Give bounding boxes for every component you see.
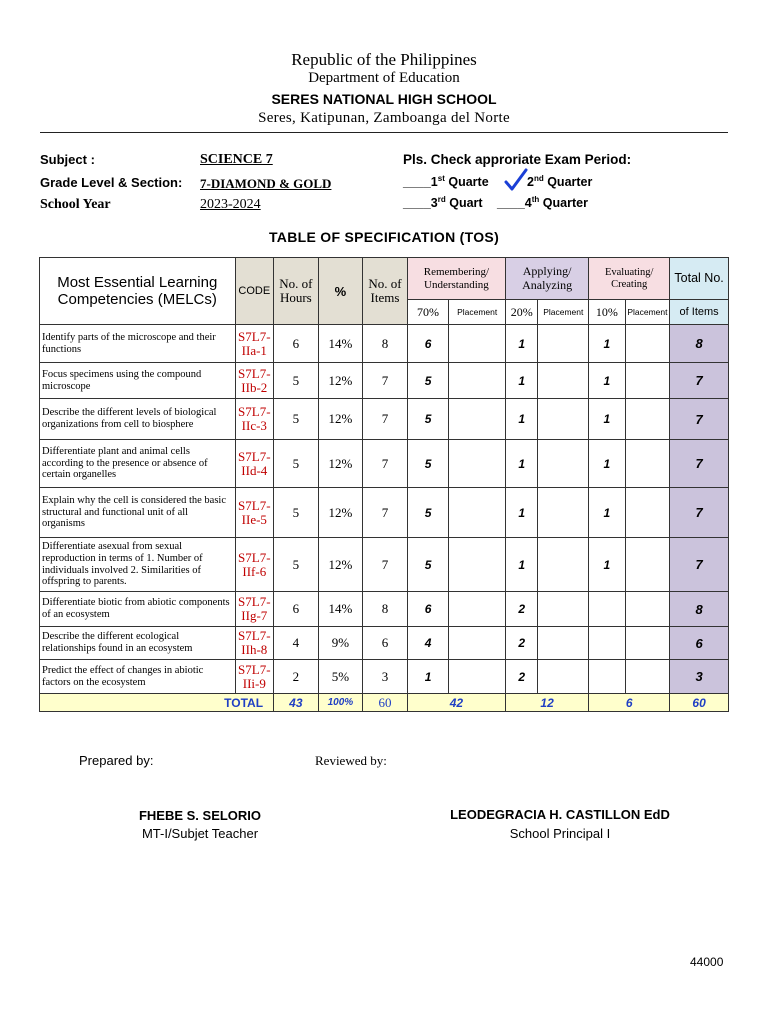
percent-cell: 9% (318, 627, 363, 660)
header-line-1: Republic of the Philippines (291, 50, 477, 69)
header-evaluating: Evaluating/ Creating (589, 258, 670, 300)
melc-cell: Identify parts of the microscope and their functions (40, 325, 236, 363)
hours-cell: 6 (274, 592, 319, 627)
total-cell: 8 (670, 325, 729, 363)
evaluating-placement-cell (625, 488, 670, 538)
remembering-cell: 5 (407, 488, 449, 538)
footer-number: 44000 (690, 955, 724, 969)
header-items: No. of Items (363, 258, 408, 325)
code-cell: S7L7-IIa-1 (235, 325, 274, 363)
applying-placement-cell (538, 363, 589, 399)
applying-placement-cell (538, 627, 589, 660)
quarter-3 (403, 195, 483, 210)
total-total: 60 (670, 694, 729, 712)
header-rem-pct: 70% (407, 300, 449, 325)
melc-cell: Differentiate plant and animal cells according to the presence or absence of certain organelles (40, 440, 236, 488)
applying-placement-cell (538, 660, 589, 694)
evaluating-placement-cell (625, 363, 670, 399)
header-percent: % (318, 258, 363, 325)
applying-placement-cell (538, 440, 589, 488)
evaluating-cell: 1 (589, 538, 625, 592)
grade-label: Grade Level & Section: (40, 175, 183, 190)
remembering-placement-cell (449, 440, 506, 488)
table-row (40, 325, 729, 363)
percent-cell: 5% (318, 660, 363, 694)
melc-cell: Describe the different ecological relationships found in an ecosystem (40, 627, 236, 660)
school-address: Seres, Katipunan, Zamboanga del Norte (258, 110, 510, 126)
quarter-2 (527, 174, 592, 189)
evaluating-placement-cell (625, 399, 670, 440)
prepared-title: MT-I/Subjet Teacher (141, 826, 259, 841)
total-cell: 6 (670, 627, 729, 660)
header-total: Total No. (670, 258, 729, 300)
total-cell: 7 (670, 538, 729, 592)
total-label: TOTAL (40, 694, 274, 712)
table-row (40, 627, 729, 660)
header-hours: No. of Hours (274, 258, 319, 325)
percent-cell: 14% (318, 325, 363, 363)
hours-cell: 5 (274, 488, 319, 538)
remembering-cell: 6 (407, 592, 449, 627)
applying-cell: 1 (506, 488, 538, 538)
applying-cell: 2 (506, 627, 538, 660)
hours-cell: 5 (274, 399, 319, 440)
melc-cell: Differentiate biotic from abiotic components of an ecosystem (40, 592, 236, 627)
applying-placement-cell (538, 488, 589, 538)
reviewed-title: School Principal I (509, 826, 611, 841)
quarter-3-word: Quart (445, 196, 483, 211)
total-evaluating: 6 (589, 694, 670, 712)
tos-title: TABLE OF SPECIFICATION (TOS) (268, 229, 500, 245)
hours-cell: 2 (274, 660, 319, 694)
evaluating-cell (589, 592, 625, 627)
hours-cell: 4 (274, 627, 319, 660)
quarter-2-word: Quarter (543, 175, 593, 190)
table-row (40, 399, 729, 440)
percent-cell: 12% (318, 488, 363, 538)
quarter-4-word: Quarter (539, 196, 588, 211)
evaluating-placement-cell (625, 440, 670, 488)
code-cell: S7L7-IIe-5 (235, 488, 274, 538)
code-cell: S7L7-IId-4 (235, 440, 274, 488)
quarter-3-number: ____3 (403, 196, 438, 211)
applying-placement-cell (538, 399, 589, 440)
remembering-placement-cell (449, 660, 506, 694)
remembering-cell: 6 (407, 325, 449, 363)
header-rem-placement: Placement (449, 300, 506, 325)
quarter-4-number: ____4 (497, 196, 532, 211)
exam-period-label: Pls. Check approriate Exam Period: (403, 152, 632, 167)
header-line-2: Department of Education (308, 70, 460, 86)
quarter-1-number: ____1 (403, 175, 438, 190)
year-value: 2023-2024 (200, 197, 261, 212)
evaluating-placement-cell (625, 592, 670, 627)
total-cell: 7 (670, 488, 729, 538)
melc-cell: Explain why the cell is considered the basic structural and functional unit of all organisms (40, 488, 236, 538)
header-eval-placement: Placement (625, 300, 670, 325)
header-applying: Applying/ Analyzing (506, 258, 589, 300)
remembering-placement-cell (449, 488, 506, 538)
evaluating-placement-cell (625, 627, 670, 660)
remembering-cell: 5 (407, 363, 449, 399)
percent-cell: 12% (318, 363, 363, 399)
hours-cell: 6 (274, 325, 319, 363)
code-cell: S7L7-IIb-2 (235, 363, 274, 399)
melc-cell: Predict the effect of changes in abiotic factors on the ecosystem (40, 660, 236, 694)
remembering-placement-cell (449, 627, 506, 660)
items-cell: 7 (363, 399, 408, 440)
applying-cell: 1 (506, 399, 538, 440)
header-app-placement: Placement (538, 300, 589, 325)
percent-cell: 12% (318, 399, 363, 440)
items-cell: 3 (363, 660, 408, 694)
items-cell: 8 (363, 325, 408, 363)
quarter-2-suffix: nd (533, 174, 544, 183)
applying-cell: 2 (506, 660, 538, 694)
school-name: SERES NATIONAL HIGH SCHOOL (271, 91, 497, 107)
quarter-1-suffix: st (437, 174, 445, 183)
melc-cell: Focus specimens using the compound microscope (40, 363, 236, 399)
code-cell: S7L7-IIg-7 (235, 592, 274, 627)
applying-cell: 1 (506, 325, 538, 363)
total-hours: 43 (274, 694, 319, 712)
header-app-pct: 20% (506, 300, 538, 325)
total-cell: 7 (670, 399, 729, 440)
hours-cell: 5 (274, 440, 319, 488)
remembering-cell: 4 (407, 627, 449, 660)
checkmark-icon (503, 168, 529, 192)
items-cell: 7 (363, 440, 408, 488)
applying-placement-cell (538, 592, 589, 627)
melc-cell: Describe the different levels of biological organizations from cell to biosphere (40, 399, 236, 440)
header-code: CODE (235, 258, 274, 325)
remembering-cell: 1 (407, 660, 449, 694)
prepared-name: FHEBE S. SELORIO (138, 808, 262, 823)
applying-cell: 1 (506, 363, 538, 399)
table-row (40, 660, 729, 694)
applying-placement-cell (538, 325, 589, 363)
evaluating-cell: 1 (589, 488, 625, 538)
evaluating-placement-cell (625, 538, 670, 592)
remembering-placement-cell (449, 399, 506, 440)
table-row (40, 440, 729, 488)
tos-table (39, 257, 729, 712)
evaluating-cell: 1 (589, 440, 625, 488)
remembering-cell: 5 (407, 440, 449, 488)
code-cell: S7L7-IIf-6 (235, 538, 274, 592)
items-cell: 7 (363, 488, 408, 538)
subject-value: SCIENCE 7 (200, 152, 273, 167)
applying-cell: 1 (506, 538, 538, 592)
quarter-1 (403, 174, 489, 189)
total-cell: 7 (670, 440, 729, 488)
items-cell: 7 (363, 538, 408, 592)
hours-cell: 5 (274, 363, 319, 399)
evaluating-cell: 1 (589, 325, 625, 363)
hours-cell: 5 (274, 538, 319, 592)
table-row (40, 538, 729, 592)
code-cell: S7L7-IIh-8 (235, 627, 274, 660)
quarter-2-number: 2 (527, 175, 534, 190)
code-cell: S7L7-IIc-3 (235, 399, 274, 440)
header-melc: Most Essential Learning Competencies (MELCs) (40, 258, 236, 325)
year-label: School Year (40, 197, 111, 212)
table-row (40, 363, 729, 399)
total-cell: 8 (670, 592, 729, 627)
applying-cell: 2 (506, 592, 538, 627)
total-items: 60 (363, 694, 408, 712)
quarter-4 (497, 195, 588, 210)
items-cell: 7 (363, 363, 408, 399)
total-percent: 100% (318, 694, 363, 712)
total-remembering: 42 (407, 694, 505, 712)
evaluating-cell: 1 (589, 363, 625, 399)
subject-label: Subject : (40, 152, 95, 167)
total-cell: 3 (670, 660, 729, 694)
header-of-items: of Items (670, 300, 729, 325)
percent-cell: 12% (318, 538, 363, 592)
quarter-3-suffix: rd (437, 195, 446, 204)
quarter-1-word: Quarte (444, 175, 489, 190)
header-divider (40, 132, 728, 133)
header-remembering: Remembering/ Understanding (407, 258, 505, 300)
header-eval-pct: 10% (589, 300, 625, 325)
reviewed-name: LEODEGRACIA H. CASTILLON EdD (450, 807, 670, 822)
evaluating-cell (589, 627, 625, 660)
evaluating-placement-cell (625, 325, 670, 363)
evaluating-cell: 1 (589, 399, 625, 440)
remembering-cell: 5 (407, 399, 449, 440)
quarter-4-suffix: th (531, 195, 540, 204)
evaluating-cell (589, 660, 625, 694)
evaluating-placement-cell (625, 660, 670, 694)
items-cell: 8 (363, 592, 408, 627)
reviewed-by-label: Reviewed by: (315, 753, 387, 768)
applying-cell: 1 (506, 440, 538, 488)
grade-value: 7-DIAMOND & GOLD (200, 176, 332, 191)
applying-placement-cell (538, 538, 589, 592)
remembering-placement-cell (449, 538, 506, 592)
remembering-placement-cell (449, 363, 506, 399)
table-row (40, 488, 729, 538)
remembering-placement-cell (449, 325, 506, 363)
items-cell: 6 (363, 627, 408, 660)
percent-cell: 12% (318, 440, 363, 488)
total-cell: 7 (670, 363, 729, 399)
percent-cell: 14% (318, 592, 363, 627)
melc-cell: Differentiate asexual from sexual reproduction in terms of 1. Number of individuals involved 2. Similarities of offspring to parents. (40, 538, 236, 592)
remembering-cell: 5 (407, 538, 449, 592)
remembering-placement-cell (449, 592, 506, 627)
prepared-by-label: Prepared by: (79, 753, 154, 768)
table-row (40, 592, 729, 627)
code-cell: S7L7-IIi-9 (235, 660, 274, 694)
total-applying: 12 (506, 694, 589, 712)
